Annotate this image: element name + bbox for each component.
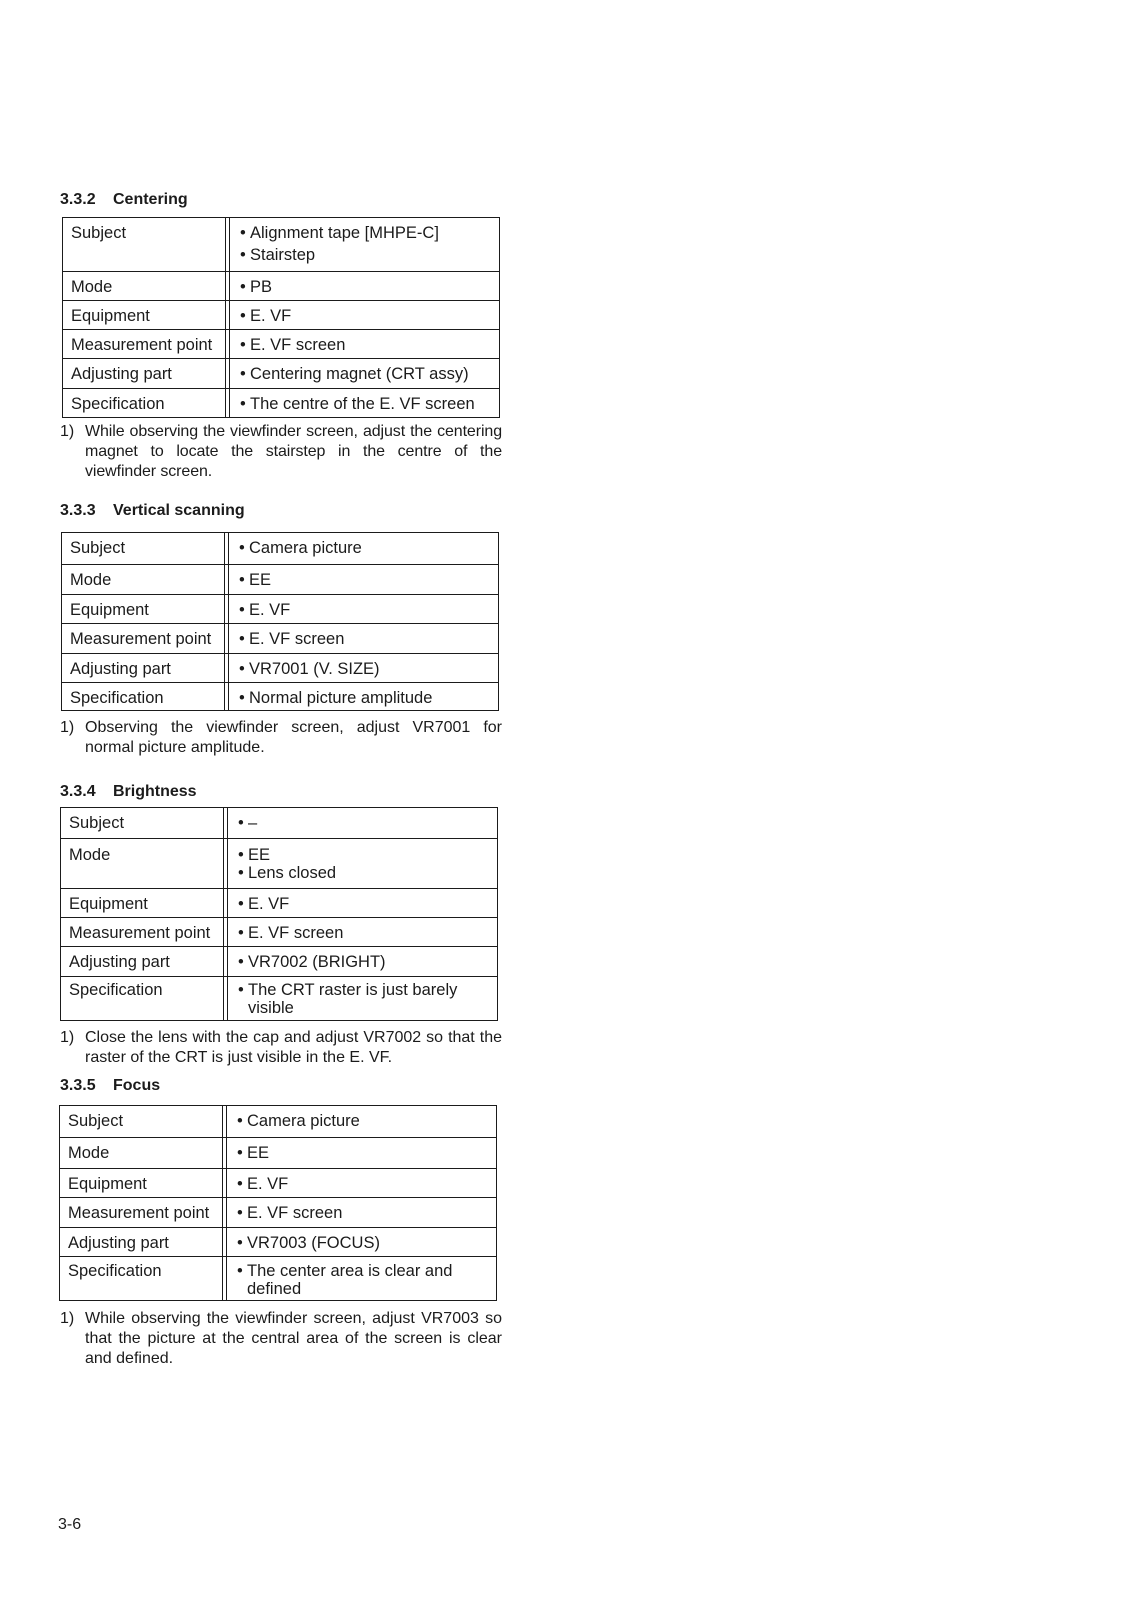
step-number: 1) — [60, 423, 75, 440]
bullet: • — [239, 571, 245, 589]
table-row — [63, 300, 499, 329]
bullet: • — [237, 1112, 243, 1130]
bullet: • — [240, 365, 246, 383]
row-value — [228, 533, 498, 564]
table-row — [63, 329, 499, 358]
bullet: • — [238, 846, 244, 864]
bullet: • — [240, 224, 246, 242]
row-value — [228, 624, 498, 653]
row-label: Measurement point — [62, 624, 225, 653]
row-value — [226, 1169, 496, 1197]
page-number: 3-6 — [58, 1516, 82, 1533]
value-item — [240, 244, 493, 266]
row-label: Mode — [63, 272, 226, 300]
bullet: • — [238, 895, 244, 913]
section-number: 3.3.4 — [60, 783, 96, 800]
table-row — [63, 218, 499, 271]
step-text: While observing the viewfinder screen, adjust VR7003 so that the picture at the central area of the screen is clear and defined. — [85, 1310, 502, 1367]
row-label: Specification — [61, 977, 224, 1020]
section-title: Focus — [113, 1077, 161, 1094]
table-row — [61, 808, 497, 838]
value-item — [238, 951, 491, 973]
row-value — [227, 839, 497, 888]
bullet: • — [239, 660, 245, 678]
value-text: EE — [249, 571, 272, 589]
table-row — [60, 1227, 496, 1256]
row-value — [228, 654, 498, 682]
bullet: • — [238, 924, 244, 942]
row-label: Measurement point — [60, 1198, 223, 1227]
value-item — [237, 1142, 490, 1164]
value-text: VR7003 (FOCUS) — [247, 1234, 380, 1252]
row-label: Adjusting part — [61, 947, 224, 976]
step-number: 1) — [60, 719, 75, 736]
table-row — [61, 976, 497, 1020]
value-text: EE — [247, 1144, 270, 1162]
bullet: • — [237, 1175, 243, 1193]
value-item — [238, 864, 491, 882]
table-row — [61, 888, 497, 917]
row-value — [228, 595, 498, 623]
value-text: VR7001 (V. SIZE) — [249, 660, 380, 678]
table-row — [61, 917, 497, 946]
value-text: E. VF screen — [249, 630, 345, 648]
value-text: Camera picture — [249, 539, 362, 557]
value-item — [238, 922, 491, 944]
row-label: Adjusting part — [62, 654, 225, 682]
section-heading — [60, 782, 197, 802]
row-value — [228, 565, 498, 594]
row-value — [227, 918, 497, 946]
bullet: • — [240, 336, 246, 354]
step-number: 1) — [60, 1310, 75, 1327]
table-row — [60, 1197, 496, 1227]
section-number: 3.3.2 — [60, 191, 96, 208]
row-label: Subject — [61, 808, 224, 838]
procedure-step — [60, 422, 502, 482]
value-text: E. VF — [248, 895, 290, 913]
value-text: – — [248, 814, 258, 832]
value-text: E. VF — [250, 307, 292, 325]
row-label: Subject — [62, 533, 225, 564]
value-item — [239, 599, 492, 621]
row-value — [229, 301, 499, 329]
row-label: Equipment — [61, 889, 224, 917]
value-item — [240, 334, 493, 356]
step-text: While observing the viewfinder screen, adjust the centering magnet to locate the stairstep in the centre of the viewfinder screen. — [85, 423, 502, 480]
table-row — [63, 271, 499, 300]
row-value — [227, 947, 497, 976]
table-row — [60, 1256, 496, 1300]
value-text: Stairstep — [250, 246, 316, 264]
table-row — [61, 838, 497, 888]
row-label: Adjusting part — [60, 1228, 223, 1256]
value-item — [237, 1202, 490, 1224]
row-label: Subject — [60, 1106, 223, 1137]
section-title: Brightness — [113, 783, 197, 800]
table-row — [63, 388, 499, 417]
value-text: E. VF screen — [248, 924, 344, 942]
table-row — [62, 533, 498, 564]
adjustment-table — [60, 807, 498, 1021]
table-row — [60, 1137, 496, 1168]
value-text: Centering magnet (CRT assy) — [250, 365, 469, 383]
value-text: E. VF screen — [247, 1204, 343, 1222]
adjustment-table — [59, 1105, 497, 1301]
value-item — [238, 846, 491, 864]
row-value — [226, 1106, 496, 1137]
section-heading — [60, 190, 188, 210]
value-item — [239, 658, 492, 680]
value-text: PB — [250, 278, 273, 296]
adjustment-table — [62, 217, 500, 418]
value-item — [237, 1173, 490, 1195]
row-value — [227, 808, 497, 838]
table-row — [60, 1106, 496, 1137]
bullet: • — [238, 864, 244, 882]
value-item — [240, 393, 493, 415]
table-row — [62, 653, 498, 682]
row-label: Mode — [60, 1138, 223, 1168]
procedure-step — [60, 718, 502, 758]
bullet: • — [239, 601, 245, 619]
row-label: Subject — [63, 218, 226, 271]
row-value — [227, 889, 497, 917]
value-item — [240, 276, 493, 298]
row-value — [226, 1228, 496, 1256]
row-label: Equipment — [60, 1169, 223, 1197]
value-item — [237, 1262, 490, 1298]
value-text: The center area is clear and defined — [247, 1262, 453, 1298]
table-row — [62, 564, 498, 594]
row-value — [226, 1257, 496, 1300]
value-text: EE — [248, 846, 271, 864]
value-text: E. VF screen — [250, 336, 346, 354]
row-label: Mode — [62, 565, 225, 594]
row-label: Adjusting part — [63, 359, 226, 388]
step-number: 1) — [60, 1029, 75, 1046]
value-item — [239, 628, 492, 650]
table-row — [63, 358, 499, 388]
value-text: Normal picture amplitude — [249, 689, 433, 707]
value-item — [238, 893, 491, 915]
section-title: Centering — [113, 191, 188, 208]
bullet: • — [238, 981, 244, 999]
value-item — [237, 1110, 490, 1132]
section-number: 3.3.5 — [60, 1077, 96, 1094]
value-text: Alignment tape [MHPE-C] — [250, 224, 439, 242]
bullet: • — [240, 246, 246, 264]
row-value — [228, 683, 498, 710]
row-label: Mode — [61, 839, 224, 888]
value-text: Camera picture — [247, 1112, 360, 1130]
table-row — [60, 1168, 496, 1197]
procedure-step — [60, 1028, 502, 1068]
row-label: Specification — [62, 683, 225, 710]
value-item — [239, 687, 492, 709]
row-value — [229, 389, 499, 417]
bullet: • — [237, 1144, 243, 1162]
bullet: • — [237, 1234, 243, 1252]
row-value — [229, 218, 499, 271]
table-row — [62, 594, 498, 623]
section-number: 3.3.3 — [60, 502, 96, 519]
bullet: • — [240, 307, 246, 325]
bullet: • — [238, 953, 244, 971]
bullet: • — [239, 539, 245, 557]
table-row — [62, 623, 498, 653]
value-text: VR7002 (BRIGHT) — [248, 953, 386, 971]
bullet: • — [240, 395, 246, 413]
value-item — [239, 569, 492, 591]
step-text: Observing the viewfinder screen, adjust VR7001 for normal picture amplitude. — [85, 719, 502, 756]
bullet: • — [237, 1204, 243, 1222]
row-value — [229, 272, 499, 300]
value-item — [240, 222, 493, 244]
row-label: Equipment — [62, 595, 225, 623]
value-text: The CRT raster is just barely visible — [248, 981, 458, 1017]
bullet: • — [240, 278, 246, 296]
value-text: The centre of the E. VF screen — [250, 395, 475, 413]
value-text: E. VF — [247, 1175, 289, 1193]
bullet: • — [239, 689, 245, 707]
row-value — [226, 1198, 496, 1227]
row-label: Specification — [63, 389, 226, 417]
row-label: Equipment — [63, 301, 226, 329]
bullet: • — [237, 1262, 243, 1280]
section-heading — [60, 1076, 160, 1096]
row-label: Specification — [60, 1257, 223, 1300]
adjustment-table — [61, 532, 499, 711]
value-item — [238, 812, 491, 834]
row-value — [229, 359, 499, 388]
row-value — [229, 330, 499, 358]
row-label: Measurement point — [63, 330, 226, 358]
section-title: Vertical scanning — [113, 502, 245, 519]
row-value — [226, 1138, 496, 1168]
bullet: • — [238, 814, 244, 832]
value-item — [238, 981, 491, 1017]
procedure-step — [60, 1309, 502, 1369]
value-item — [240, 305, 493, 327]
value-item — [239, 537, 492, 559]
row-label: Measurement point — [61, 918, 224, 946]
value-item — [240, 363, 493, 385]
value-text: E. VF — [249, 601, 291, 619]
table-row — [62, 682, 498, 710]
table-row — [61, 946, 497, 976]
value-text: Lens closed — [248, 864, 337, 882]
value-item — [237, 1232, 490, 1254]
step-text: Close the lens with the cap and adjust VR7002 so that the raster of the CRT is just visible in the E. VF. — [85, 1029, 502, 1066]
row-value — [227, 977, 497, 1020]
bullet: • — [239, 630, 245, 648]
section-heading — [60, 501, 245, 521]
